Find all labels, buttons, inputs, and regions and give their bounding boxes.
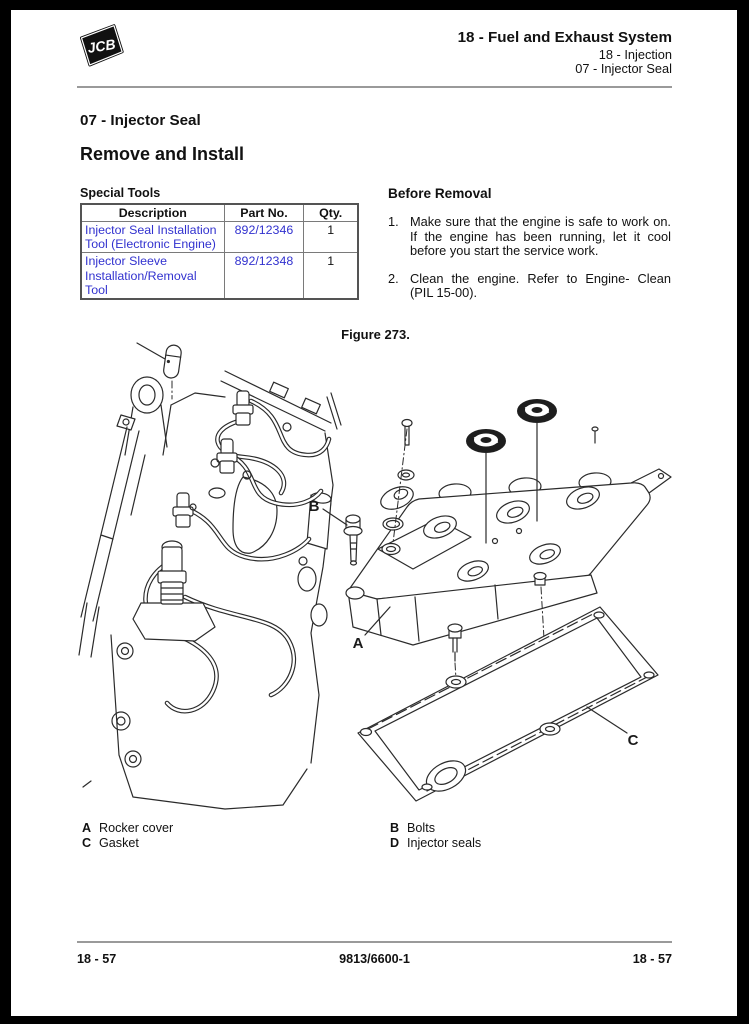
table-header-row — [81, 204, 358, 222]
page-header — [458, 28, 672, 75]
engine-injectors-drawing — [79, 343, 341, 809]
legend-label: Injector seals — [407, 835, 482, 850]
legend-label: Rocker cover — [99, 821, 174, 835]
before-removal-heading: Before Removal — [388, 186, 492, 201]
tool-description-link[interactable]: Injector Sleeve Installation/Removal Tool — [81, 253, 224, 299]
legend-item-d — [390, 837, 672, 851]
step-text: Make sure that the engine is safe to work on. If the engine has been running, let it cool before you start the service work. — [410, 214, 671, 258]
legend-key: B — [390, 821, 400, 835]
table-row — [81, 222, 358, 253]
col-header-description: Description — [81, 204, 224, 222]
before-removal-section — [388, 186, 671, 314]
legend-label: Gasket — [99, 835, 139, 850]
bolt-b — [344, 515, 362, 565]
legend-key: C — [82, 835, 92, 850]
injector — [233, 391, 253, 425]
footer-page-number-left: 18 - 57 — [77, 952, 117, 966]
header-rule — [77, 86, 672, 88]
figure-caption: Figure 273. — [341, 327, 410, 342]
tool-qty: 1 — [304, 222, 358, 253]
jcb-logo-icon — [76, 24, 126, 68]
step-number: 2. — [388, 270, 399, 286]
header-system-title: 18 - Fuel and Exhaust System — [457, 29, 672, 46]
tool-description-link[interactable]: Injector Seal Installation Tool (Electronic Engine) — [81, 222, 224, 253]
list-item — [388, 272, 671, 301]
rocker-cover-drawing — [309, 399, 671, 801]
figure-273-technical-diagram — [75, 335, 695, 820]
legend-item-b — [390, 822, 672, 836]
footer-rule — [77, 941, 672, 943]
procedure-title: Remove and Install — [80, 144, 245, 164]
special-tools-table — [80, 203, 359, 300]
figure-label-b: B — [308, 498, 320, 515]
footer-publication-number: 9813/6600-1 — [339, 952, 410, 966]
legend-key: A — [82, 821, 92, 835]
jcb-logo-text: JCB — [86, 35, 117, 57]
step-text: Clean the engine. Refer to Engine- Clean (PIL 15-00). — [410, 270, 671, 300]
legend-item-a — [82, 822, 390, 836]
figure-label-c: C — [627, 732, 639, 749]
col-header-qty: Qty. — [304, 204, 358, 222]
legend-label: Bolts — [407, 821, 435, 835]
footer-page-number-right: 18 - 57 — [632, 952, 672, 966]
step-number: 1. — [388, 214, 399, 229]
tool-qty: 1 — [304, 253, 358, 299]
special-tools-section — [80, 186, 360, 300]
page-footer — [77, 952, 672, 966]
header-section: 18 - Injection — [598, 47, 672, 62]
jcb-logo — [76, 24, 126, 68]
cover-bolt — [448, 624, 462, 661]
figure-label-a: A — [352, 635, 364, 652]
figure-legend — [82, 822, 672, 850]
col-header-part-no: Part No. — [224, 204, 304, 222]
tool-part-no-link[interactable]: 892/12346 — [224, 222, 304, 253]
page-title: 07 - Injector Seal — [80, 112, 201, 129]
special-tools-heading: Special Tools — [80, 186, 161, 200]
header-subsection: 07 - Injector Seal — [575, 60, 672, 76]
legend-item-c — [82, 837, 390, 851]
injector — [173, 493, 193, 527]
list-item — [388, 215, 671, 259]
table-row — [81, 253, 358, 299]
cover-bolt — [534, 573, 546, 586]
tool-part-no-link[interactable]: 892/12348 — [224, 253, 304, 299]
legend-key: D — [390, 835, 400, 850]
